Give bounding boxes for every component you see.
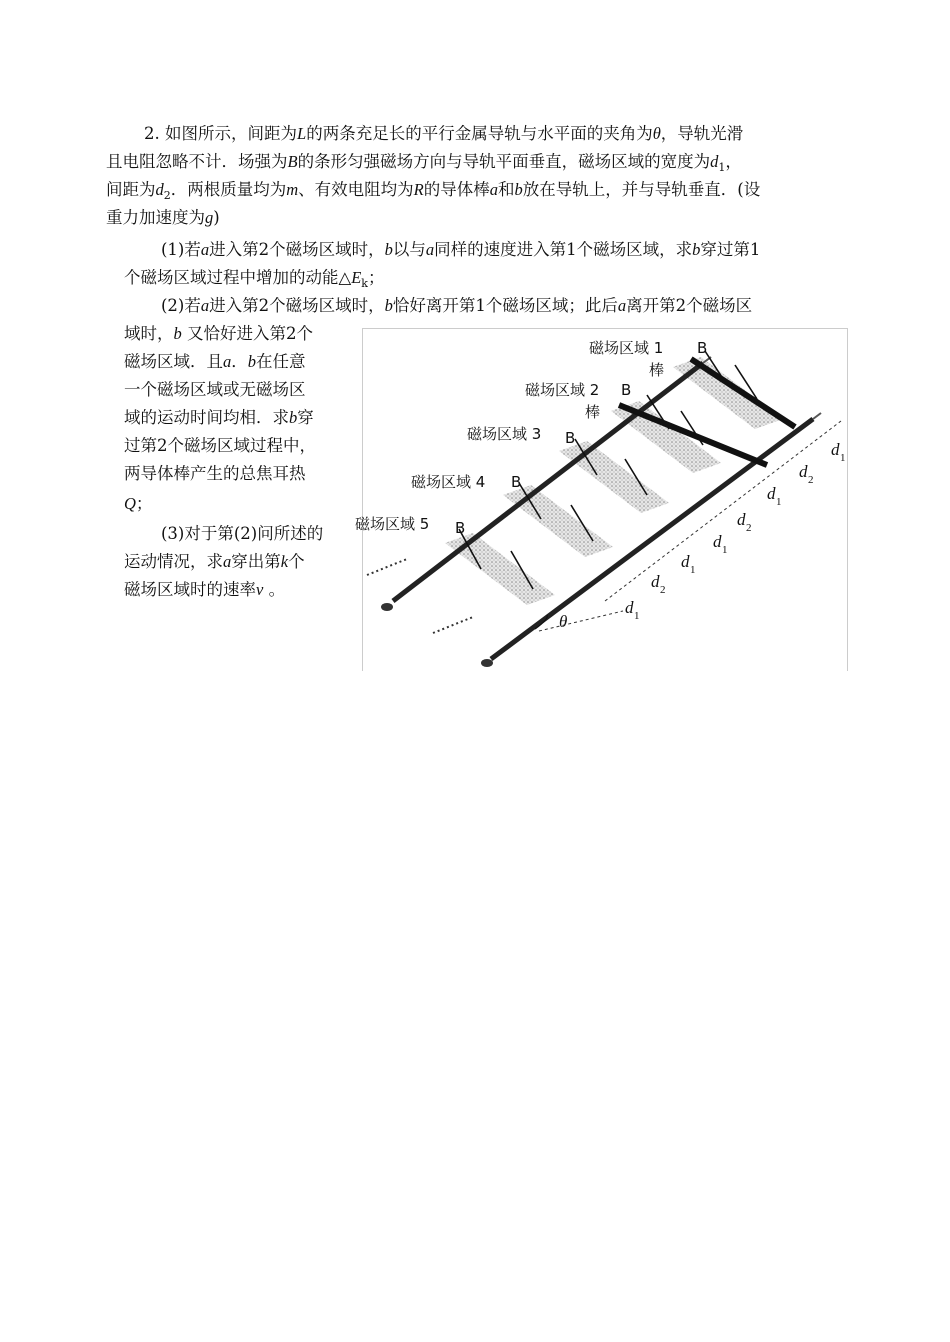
rail-diagram xyxy=(355,328,848,671)
text: 域的运动时间均相．求 xyxy=(124,408,289,427)
field-strip-3 xyxy=(559,441,669,513)
var-b: b xyxy=(384,296,393,315)
text: 、有效电阻均为 xyxy=(298,180,414,199)
text: 放在导轨上，并与导轨垂直．(设 xyxy=(522,180,761,199)
dim-sub: 2 xyxy=(808,474,814,486)
var-B: B xyxy=(287,152,298,171)
dim-sub: 2 xyxy=(746,522,752,534)
text: 同样的速度进入第1个磁场区域，求 xyxy=(434,240,693,259)
text: (2)若 xyxy=(161,296,201,315)
var-v: v xyxy=(256,580,264,599)
text: 。 xyxy=(263,580,286,599)
text: ； xyxy=(135,494,153,513)
text: 个磁场区域过程中增加的动能△ xyxy=(124,268,352,287)
text: 运动情况，求 xyxy=(124,552,223,571)
text: 在任意 xyxy=(256,352,306,371)
text: 穿出第 xyxy=(231,552,281,571)
field-label-2-B: B xyxy=(621,381,632,399)
text: ； xyxy=(367,268,385,287)
var-a: a xyxy=(200,240,210,259)
var-d: d xyxy=(710,152,719,171)
text: 离开第2个磁场区 xyxy=(626,296,753,315)
guide-line xyxy=(433,617,473,633)
problem-line-1 xyxy=(144,120,743,148)
subscript: 2 xyxy=(163,189,171,202)
dim-sub: 1 xyxy=(690,564,696,576)
rail-diagram-svg xyxy=(355,329,847,671)
text: (3)对于第(2)问所述的 xyxy=(161,524,324,543)
var-a: a xyxy=(200,296,210,315)
var-b: b xyxy=(692,240,701,259)
text: 的条形匀强磁场方向与导轨平面垂直，磁场区域的宽度为 xyxy=(297,152,711,171)
var-E: E xyxy=(351,268,362,287)
var-g: g xyxy=(205,208,214,227)
text: 一个磁场区域或无磁场区 xyxy=(124,380,306,399)
text: 恰好离开第1个磁场区域；此后 xyxy=(392,296,618,315)
field-label-1: 磁场区域 1 xyxy=(589,339,664,357)
q2-line-5 xyxy=(124,404,314,432)
dim-label-d: d xyxy=(799,462,808,481)
text: 过第2个磁场区域过程中， xyxy=(124,436,316,455)
q2-line-6 xyxy=(124,432,316,460)
var-theta: θ xyxy=(652,124,661,143)
problem-line-4 xyxy=(106,204,220,232)
text: 磁场区域时的速率 xyxy=(124,580,256,599)
var-L: L xyxy=(297,124,307,143)
field-label-3: 磁场区域 3 xyxy=(467,425,542,443)
text: 进入第2个磁场区域时， xyxy=(209,296,385,315)
var-b: b xyxy=(247,352,256,371)
text: 穿过第1 xyxy=(700,240,761,259)
rail-cap-lower xyxy=(481,659,493,667)
text: ) xyxy=(213,208,220,227)
var-b: b xyxy=(514,180,523,199)
field-strip-4 xyxy=(503,485,613,557)
rail-lower xyxy=(491,419,813,659)
dim-label-d: d xyxy=(831,440,840,459)
q2-line-7 xyxy=(124,460,306,488)
text: 两导体棒产生的总焦耳热 xyxy=(124,464,306,483)
var-Q: Q xyxy=(124,494,136,513)
dim-sub: 1 xyxy=(776,496,782,508)
dim-label-d: d xyxy=(767,484,776,503)
text: 且电阻忽略不计．场强为 xyxy=(106,152,288,171)
text: ，导轨光滑 xyxy=(660,124,744,143)
problem-number: 2. xyxy=(144,124,160,143)
text: 重力加速度为 xyxy=(106,208,205,227)
text: 又恰好进入第2个 xyxy=(181,324,313,343)
text: 的导体棒 xyxy=(423,180,490,199)
subscript: 1 xyxy=(718,161,726,174)
dim-sub: 2 xyxy=(660,584,666,596)
var-b: b xyxy=(384,240,393,259)
var-b: b xyxy=(289,408,298,427)
dim-sub: 1 xyxy=(634,610,640,622)
angle-label-theta: θ xyxy=(559,612,568,631)
dim-sub: 1 xyxy=(840,452,846,464)
q1-line-1 xyxy=(161,236,760,264)
q2-line-3 xyxy=(124,348,306,376)
text: 如图所示，间距为 xyxy=(165,124,297,143)
text: ． xyxy=(231,352,248,371)
text: 域时， xyxy=(124,324,174,343)
text: 穿 xyxy=(297,408,314,427)
var-b: b xyxy=(173,324,182,343)
field-label-5: 磁场区域 5 xyxy=(355,515,430,533)
field-label-5-B: B xyxy=(455,519,466,537)
rail-cap-upper xyxy=(381,603,393,611)
field-strip-1 xyxy=(673,357,783,429)
q3-line-1 xyxy=(161,520,323,548)
text: 个 xyxy=(288,552,305,571)
guide-line xyxy=(367,559,407,575)
text: (1)若 xyxy=(161,240,201,259)
q3-line-2 xyxy=(124,548,305,576)
var-m: m xyxy=(286,180,299,199)
var-a: a xyxy=(425,240,435,259)
text: 进入第2个磁场区域时， xyxy=(209,240,385,259)
text: 间距为 xyxy=(106,180,156,199)
var-k: k xyxy=(280,552,289,571)
q2-line-8 xyxy=(124,490,152,518)
dim-label-d: d xyxy=(713,532,722,551)
var-a: a xyxy=(617,296,627,315)
field-strip-5 xyxy=(445,533,555,605)
field-label-1-B: B xyxy=(697,339,708,357)
text: 的两条充足长的平行金属导轨与水平面的夹角为 xyxy=(306,124,653,143)
q2-line-2 xyxy=(124,320,313,348)
text: 磁场区域．且 xyxy=(124,352,223,371)
dim-label-d: d xyxy=(625,598,634,617)
field-label-3-B: B xyxy=(565,429,576,447)
subscript: k xyxy=(361,277,368,290)
var-a: a xyxy=(223,352,232,371)
var-a: a xyxy=(489,180,499,199)
dim-label-d: d xyxy=(651,572,660,591)
dim-label-d: d xyxy=(737,510,746,529)
var-d: d xyxy=(155,180,164,199)
dim-label-d: d xyxy=(681,552,690,571)
field-label-2: 磁场区域 2 xyxy=(525,381,600,399)
field-label-4-B: B xyxy=(511,473,522,491)
field-label-4: 磁场区域 4 xyxy=(411,473,486,491)
var-R: R xyxy=(413,180,424,199)
dim-sub: 1 xyxy=(722,544,728,556)
var-a: a xyxy=(223,552,232,571)
rod-label-1: 棒 xyxy=(649,361,665,379)
q2-line-1 xyxy=(161,292,752,320)
text: ， xyxy=(725,152,742,171)
text: 以与 xyxy=(392,240,426,259)
text: ．两根质量均为 xyxy=(170,180,287,199)
guide-lines xyxy=(367,559,473,633)
rail-lower-end xyxy=(813,413,821,419)
q3-line-3 xyxy=(124,576,285,604)
text: 和 xyxy=(498,180,515,199)
rod-label-2: 棒 xyxy=(585,403,601,421)
q2-line-4 xyxy=(124,376,306,404)
